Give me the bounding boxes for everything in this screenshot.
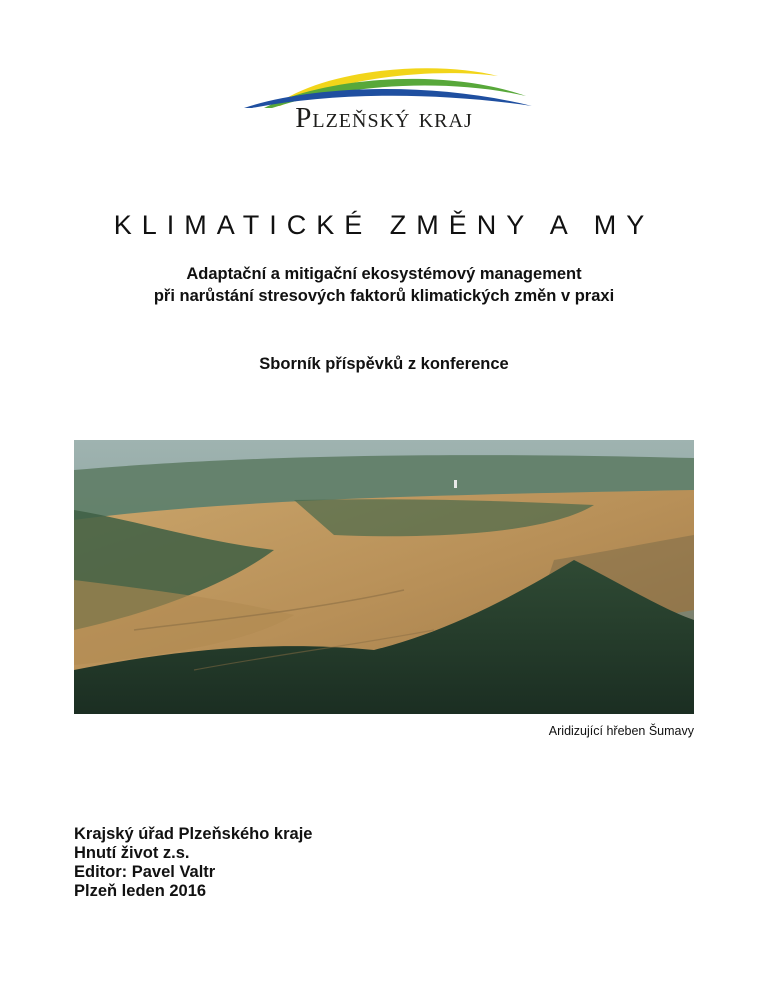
footer-line-editor: Editor: Pavel Valtr (74, 863, 216, 881)
logo-text: Plzeňský kraj (295, 102, 473, 134)
proceedings-label: Sborník příspěvků z konference (259, 355, 509, 373)
landscape-photo (74, 440, 694, 714)
footer-info (74, 825, 312, 901)
photo-caption: Aridizující hřeben Šumavy (548, 724, 694, 738)
subtitle-line-2: při narůstání stresových faktorů klimatických změn v praxi (153, 287, 615, 305)
footer-line-date: Plzeň leden 2016 (74, 882, 207, 900)
footer-line-authority: Krajský úřad Plzeňského kraje (74, 825, 313, 843)
footer-line-organization: Hnutí život z.s. (74, 844, 190, 862)
subtitle-line-1: Adaptační a mitigační ekosystémový management (186, 265, 582, 283)
logo (236, 62, 532, 140)
page-title: KLIMATICKÉ ZMĚNY A MY (113, 210, 655, 240)
